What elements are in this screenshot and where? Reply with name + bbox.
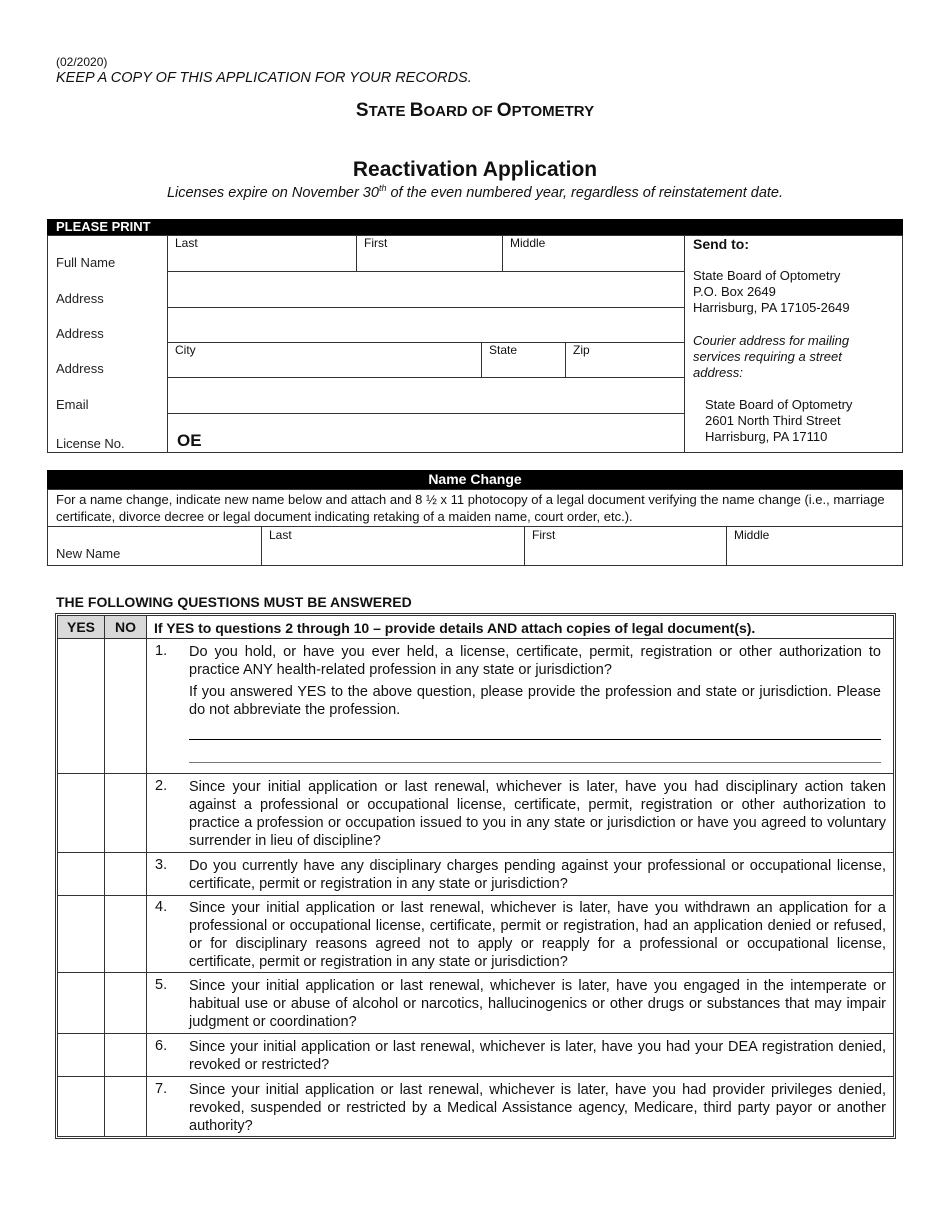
q1-no-checkbox[interactable]: [105, 640, 146, 773]
address-label-3: Address: [56, 361, 104, 376]
license-label: License No.: [56, 436, 125, 451]
q3-no-checkbox[interactable]: [105, 853, 146, 895]
city-caption: City: [175, 343, 196, 357]
questions-section-title: THE FOLLOWING QUESTIONS MUST BE ANSWERED: [56, 594, 412, 610]
no-column-header: NO: [105, 616, 146, 638]
board-name-3-initial: O: [496, 100, 512, 121]
address-label-1: Address: [56, 291, 104, 306]
q6-yes-checkbox[interactable]: [58, 1034, 104, 1076]
q7-number: 7.: [155, 1081, 168, 1097]
q2-number: 2.: [155, 778, 168, 794]
q4-number: 4.: [155, 899, 168, 915]
zip-caption: Zip: [573, 343, 590, 357]
full-name-label: Full Name: [56, 255, 116, 270]
q4-yes-checkbox[interactable]: [58, 896, 104, 972]
courier-address-line: Harrisburg, PA 17110: [705, 429, 828, 444]
q7-text: Since your initial application or last renewal, whichever is later, have you had provider privileges denied, revoked, suspended or restricted by a Medical Assistance agency, Medicare, third party payor or another authority?: [189, 1082, 886, 1134]
q1-followup: If you answered YES to the above question, please provide the profession and state or jurisdiction. Please do not abbreviate the profession.: [189, 684, 881, 718]
first-name-caption: First: [364, 236, 388, 250]
q7-yes-checkbox[interactable]: [58, 1077, 104, 1137]
license-number-field[interactable]: [168, 414, 684, 452]
q2-no-checkbox[interactable]: [105, 774, 146, 852]
q1-yes-checkbox[interactable]: [58, 640, 104, 773]
name-change-title: Name Change: [47, 470, 903, 489]
subtitle-text-end: of the even numbered year, regardless of reinstatement date.: [386, 184, 784, 201]
new-middle-name-field[interactable]: [727, 527, 902, 565]
keep-copy-note: KEEP A COPY OF THIS APPLICATION FOR YOUR RECORDS.: [56, 70, 472, 86]
mailing-address-line: State Board of Optometry: [693, 268, 841, 283]
courier-address: [705, 397, 852, 445]
new-last-name-field[interactable]: [262, 527, 524, 565]
zip-field[interactable]: [566, 343, 684, 377]
address-line-2-field[interactable]: [168, 308, 684, 342]
q6-number: 6.: [155, 1038, 168, 1054]
address-line-1-field[interactable]: [168, 272, 684, 307]
q3-text: Do you currently have any disciplinary charges pending against your professional or occupational license, certificate, permit or registration in any state or jurisdiction?: [189, 858, 886, 892]
license-prefix: OE: [177, 431, 202, 450]
address-label-2: Address: [56, 326, 104, 341]
q1-number: 1.: [155, 643, 168, 659]
new-first-caption: First: [532, 528, 556, 542]
q7-no-checkbox[interactable]: [105, 1077, 146, 1137]
mailing-address: [693, 268, 850, 316]
board-name-2-initial: B: [409, 100, 424, 121]
middle-name-caption: Middle: [510, 236, 546, 250]
questions-instruction-header: If YES to questions 2 through 10 – provide details AND attach copies of legal document(s).: [154, 620, 756, 636]
middle-name-field[interactable]: [503, 236, 684, 271]
new-first-name-field[interactable]: [525, 527, 726, 565]
city-field[interactable]: [168, 343, 481, 377]
last-name-caption: Last: [175, 236, 198, 250]
yes-column-header: YES: [58, 616, 104, 638]
courier-address-line: 2601 North Third Street: [705, 413, 841, 428]
q2-text: Since your initial application or last renewal, whichever is later, have you had disciplinary action taken against a professional or occupational license, certificate, permit, registration or other authorization to practice a profession or occupation issued to you in any state or jurisdiction or have you agreed to voluntary surrender in lieu of discipline?: [189, 779, 886, 849]
q3-number: 3.: [155, 857, 168, 873]
q1-answer-line-1[interactable]: [189, 739, 881, 740]
mailing-address-line: Harrisburg, PA 17105-2649: [693, 300, 850, 315]
new-last-caption: Last: [269, 528, 292, 542]
subtitle-superscript: th: [378, 183, 387, 193]
subtitle-text: Licenses expire on November 30: [166, 184, 379, 201]
form-date: (02/2020): [56, 55, 108, 69]
q5-yes-checkbox[interactable]: [58, 973, 104, 1033]
q2-yes-checkbox[interactable]: [58, 774, 104, 852]
q5-text: Since your initial application or last renewal, whichever is later, have you engaged in the intemperate or habitual use or abuse of alcohol or narcotics, hallucinogenics or other drugs or substances that may impair judgment or coordination?: [189, 978, 886, 1030]
email-label: Email: [56, 397, 89, 412]
board-name-1-rest: TATE: [368, 103, 410, 120]
q5-no-checkbox[interactable]: [105, 973, 146, 1033]
page-title: Reactivation Application: [352, 158, 598, 181]
email-field[interactable]: [168, 378, 684, 413]
board-name: [0, 100, 950, 122]
courier-note: Courier address for mailing services requiring a street address:: [693, 333, 850, 380]
board-name-1-initial: S: [355, 100, 369, 121]
mailing-address-line: P.O. Box 2649: [693, 284, 776, 299]
q5-number: 5.: [155, 977, 168, 993]
courier-address-line: State Board of Optometry: [705, 397, 853, 412]
q1-text: Do you hold, or have you ever held, a license, certificate, permit, registration or other authorization to practice ANY health-related profession in any state or jurisdiction?: [189, 644, 881, 678]
q4-text: Since your initial application or last renewal, whichever is later, have you withdrawn an application for a professional or occupational license, certificate, permit or registration, had an application denied or refused, or for disciplinary reasons agreed not to apply or reapply for a professional or occupational license, certificate, permit or registration in any state or jurisdiction?: [189, 900, 886, 970]
state-field[interactable]: [482, 343, 565, 377]
new-name-label: New Name: [56, 546, 121, 561]
q1-answer-line-2[interactable]: [189, 762, 881, 763]
last-name-field[interactable]: [168, 236, 356, 271]
name-change-instructions: For a name change, indicate new name below and attach and 8 ½ x 11 photocopy of a legal document verifying the name change (i.e., marriage certificate, divorce decree or legal document indicating retaking of a maiden name, court order, etc.).: [56, 492, 885, 524]
q4-no-checkbox[interactable]: [105, 896, 146, 972]
board-name-2-rest: OARD OF: [423, 103, 497, 120]
page-subtitle: [0, 183, 950, 201]
send-to-heading: Send to:: [693, 236, 749, 252]
state-caption: State: [489, 343, 518, 357]
new-middle-caption: Middle: [734, 528, 770, 542]
please-print-bar: PLEASE PRINT: [47, 219, 903, 235]
q6-no-checkbox[interactable]: [105, 1034, 146, 1076]
q6-text: Since your initial application or last renewal, whichever is later, have you had your DEA registration denied, revoked or restricted?: [189, 1039, 886, 1073]
first-name-field[interactable]: [357, 236, 502, 271]
q3-yes-checkbox[interactable]: [58, 853, 104, 895]
board-name-3-rest: PTOMETRY: [511, 103, 595, 120]
